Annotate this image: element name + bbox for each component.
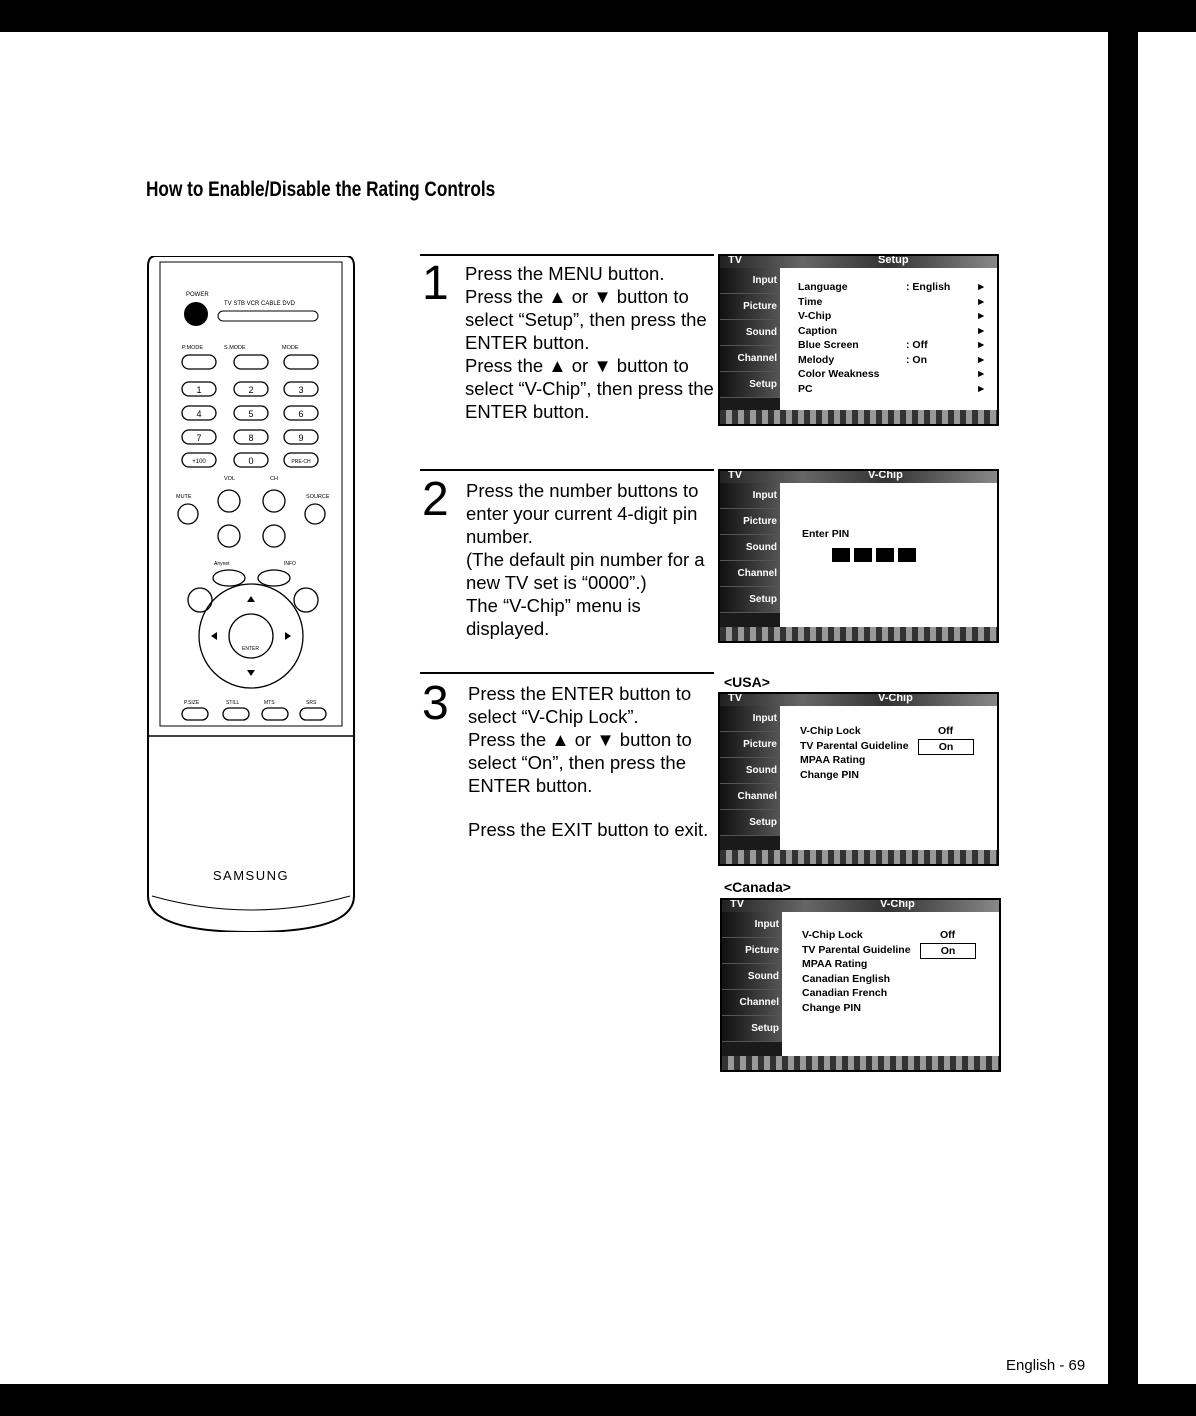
- svg-text:4: 4: [196, 409, 202, 419]
- page-footer: English - 69: [1006, 1357, 1086, 1374]
- page-title: How to Enable/Disable the Rating Controls: [146, 178, 496, 201]
- brand-logo: SAMSUNG: [212, 868, 290, 883]
- enter-pin-screen: TV V-Chip Input Picture Sound Channel Setup Enter PIN: [718, 469, 999, 643]
- menu-item-caption: Caption ►: [798, 324, 987, 337]
- svg-text:MTS: MTS: [264, 700, 275, 706]
- remote-control-illustration: [146, 256, 356, 932]
- side-menu: Input Picture Sound Channel Setup: [720, 706, 780, 850]
- svg-text:8: 8: [248, 433, 254, 443]
- power-label: POWER: [186, 292, 209, 298]
- svg-text:ENTER: ENTER: [242, 646, 259, 652]
- step3-number: 3: [422, 677, 449, 730]
- step3-exit-text: Press the EXIT button to exit.: [468, 819, 709, 840]
- power-button: [184, 302, 208, 326]
- svg-text:Anynet: Anynet: [214, 561, 230, 567]
- step2-rule: [420, 469, 714, 471]
- usa-caption: <USA>: [724, 674, 770, 690]
- svg-text:3: 3: [298, 385, 304, 395]
- svg-text:9: 9: [298, 433, 304, 443]
- menu-item-color-weakness: Color Weakness ►: [798, 368, 987, 380]
- canada-caption: <Canada>: [724, 879, 791, 895]
- bottom-border: [0, 1384, 1196, 1416]
- side-menu: Input Picture Sound Channel Setup: [720, 268, 780, 410]
- svg-text:2: 2: [248, 385, 254, 395]
- setup-menu-screen: TV Setup Input Picture Sound Channel Setup Language : English ► Time ► V-Chip ► Caption ► Blue Screen : Off ► Melody : On ► Color Weakness ► PC ►: [718, 254, 999, 426]
- svg-text:+100: +100: [192, 459, 206, 465]
- top-border: [0, 0, 1196, 32]
- side-menu: Input Picture Sound Channel Setup: [720, 483, 780, 627]
- menu-item-pc: PC ►: [798, 382, 987, 395]
- step1-rule: [420, 254, 714, 256]
- step2-text: Press the number buttons to enter your current 4-digit pin number. (The default pin number for a new TV set is “0000”.) The “V-Chip” menu is displayed.: [466, 480, 705, 639]
- right-border: [1108, 0, 1138, 1416]
- vchip-canada-screen: TV V-Chip Input Picture Sound Channel Setup V-Chip Lock Off TV Parental Guideline On MPAA Rating Canadian English Canadian French Change PIN: [720, 898, 1001, 1072]
- vchip-usa-screen: TV V-Chip Input Picture Sound Channel Setup V-Chip Lock Off TV Parental Guideline On MPAA Rating Change PIN: [718, 692, 999, 866]
- svg-text:1: 1: [196, 385, 202, 395]
- svg-text:CH: CH: [270, 476, 278, 482]
- svg-text:INFO: INFO: [284, 561, 296, 567]
- step3-rule: [420, 672, 714, 674]
- menu-item-vchip: V-Chip ►: [798, 310, 987, 322]
- svg-text:6: 6: [298, 409, 304, 419]
- svg-text:MODE: MODE: [282, 345, 299, 351]
- svg-text:S.MODE: S.MODE: [224, 345, 246, 351]
- svg-text:PRE-CH: PRE-CH: [291, 459, 311, 465]
- step1-text: Press the MENU button. Press the ▲ or ▼ button to select “Setup”, then press the ENTER button. Press the ▲ or ▼ button to select “V-Chip”, then press the ENTER button.: [465, 263, 714, 422]
- step1-number: 1: [422, 257, 449, 310]
- pin-boxes: [832, 548, 920, 567]
- svg-text:STILL: STILL: [226, 700, 240, 706]
- svg-text:5: 5: [248, 409, 254, 419]
- side-menu: Input Picture Sound Channel Setup: [722, 912, 782, 1056]
- menu-item-blue-screen: Blue Screen : Off ►: [798, 339, 987, 351]
- svg-text:SOURCE: SOURCE: [306, 494, 330, 500]
- svg-text:7: 7: [196, 433, 202, 443]
- menu-item-melody: Melody : On ►: [798, 353, 987, 366]
- svg-text:0: 0: [248, 456, 254, 466]
- svg-text:MUTE: MUTE: [176, 494, 192, 500]
- mode-labels: TV STB VCR CABLE DVD: [224, 301, 296, 307]
- step2-number: 2: [422, 473, 449, 526]
- menu-item-time: Time ►: [798, 295, 987, 308]
- svg-text:SRS: SRS: [306, 700, 317, 706]
- svg-text:P.MODE: P.MODE: [182, 345, 203, 351]
- svg-text:P.SIZE: P.SIZE: [184, 700, 200, 706]
- step3-text: Press the ENTER button to select “V-Chip Lock”. Press the ▲ or ▼ button to select “On”, then press the ENTER button.: [468, 683, 692, 796]
- enter-pin-label: Enter PIN: [802, 528, 850, 540]
- svg-text:VOL: VOL: [224, 476, 236, 482]
- menu-item-language: Language : English ►: [798, 281, 987, 293]
